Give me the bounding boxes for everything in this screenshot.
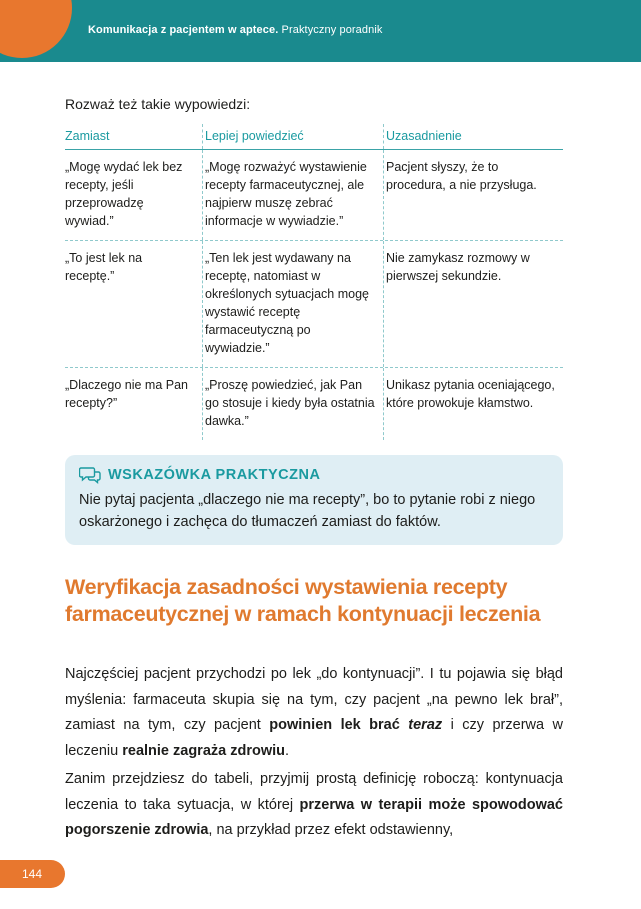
running-header-bold: Komunikacja z pacjentem w aptece. xyxy=(88,24,279,36)
paragraph-text: Najczęściej pacjent przychodzi po lek „do kontynuacji”. I tu pojawia się błąd myślenia: farmaceuta skupia się na tym, czy pacjent „na pewno lek brał”, zamiast na tym, czy pacjent xyxy=(65,666,563,733)
table-row xyxy=(65,150,563,241)
tip-text: Nie pytaj pacjenta „dlaczego nie ma recepty”, bo to pytanie robi z niego oskarżonego i zachęca do tłumaczeń zamiast do faktów. xyxy=(79,492,536,530)
table-cell: „Mogę wydać lek bez recepty, jeśli przeprowadzę wywiad.” xyxy=(65,160,183,228)
tip-heading xyxy=(79,466,549,484)
emphasis-text: realnie zagraża zdrowiu xyxy=(122,742,286,759)
table-cell: „Mogę rozważyć wystawienie recepty farmaceutycznej, ale najpierw muszę zebrać informacje w wywiadzie.” xyxy=(202,150,383,240)
paragraph-text: . xyxy=(285,742,290,759)
table-header-cell: Uzasadnienie xyxy=(383,124,563,149)
page-number-tab xyxy=(0,860,65,888)
table-cell: „To jest lek na receptę.” xyxy=(65,251,143,283)
table-header-cell: Lepiej powiedzieć xyxy=(202,124,383,149)
practical-tip-box xyxy=(65,455,563,545)
page-number: 144 xyxy=(22,867,43,881)
running-header xyxy=(88,24,382,36)
paragraph-text: i czy przerwa w leczeniu xyxy=(65,717,563,759)
table-cell: „Proszę powiedzieć, jak Pan go stosuje i kiedy była ostatnia dawka.” xyxy=(202,368,383,440)
emphasis-text: przerwa w terapii może spowodować pogorszenie zdrowia xyxy=(65,796,563,838)
running-header-rest: Praktyczny poradnik xyxy=(278,24,383,36)
body-paragraph xyxy=(65,662,563,764)
table-header-cell: Zamiast xyxy=(65,129,110,143)
speech-bubbles-icon xyxy=(79,466,101,484)
table-header-row xyxy=(65,124,563,150)
emphasis-italic-text: teraz xyxy=(408,717,443,733)
table-cell: Nie zamykasz rozmowy w pierwszej sekundzie. xyxy=(383,241,563,367)
table-cell: „Dlaczego nie ma Pan recepty?” xyxy=(65,378,188,410)
paragraph-text: Zanim przejdziesz do tabeli, przyjmij prostą definicję roboczą: kontynuacja leczenia to taka sytuacja, w której xyxy=(65,771,563,813)
table-row xyxy=(65,241,563,368)
table-cell: Pacjent słyszy, że to procedura, a nie przysługa. xyxy=(383,150,563,240)
table-intro: Rozważ też takie wypowiedzi: xyxy=(65,96,251,112)
paragraph-text: , na przykład przez efekt odstawienny, xyxy=(208,822,454,838)
table-cell: Unikasz pytania oceniającego, które prowokuje kłamstwo. xyxy=(383,368,563,440)
emphasis-text: powinien lek brać xyxy=(269,717,409,733)
table-cell: „Ten lek jest wydawany na receptę, natomiast w określonych sytuacjach mogę wystawić receptę farmaceutyczną po wywiadzie.” xyxy=(202,241,383,367)
body-paragraph xyxy=(65,767,563,844)
section-heading: Weryfikacja zasadności wystawienia recepty farmaceutycznej w ramach kontynuacji leczenia xyxy=(65,575,541,626)
table-row xyxy=(65,368,563,440)
tip-title: WSKAZÓWKA PRAKTYCZNA xyxy=(108,467,321,483)
phrases-table xyxy=(65,124,563,440)
